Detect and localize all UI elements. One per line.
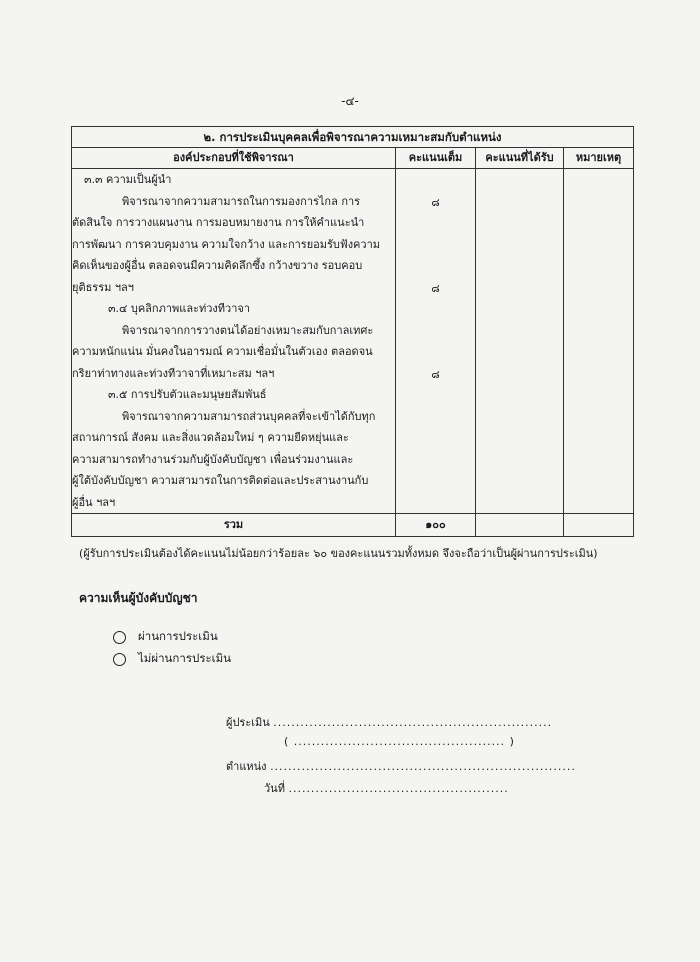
header-full-score: คะแนนเต็ม bbox=[396, 148, 476, 169]
item-title: การปรับตัวและมนุษยสัมพันธ์ bbox=[130, 388, 267, 401]
item-desc-line: พิจารณาจากความสามารถส่วนบุคคลที่จะเข้าได้กับทุก bbox=[122, 409, 376, 423]
item-title: บุคลิกภาพและท่วงทีวาจา bbox=[130, 302, 251, 315]
full-score-value: ๘ bbox=[431, 282, 440, 295]
position-label: ตำแหน่ง bbox=[226, 760, 267, 773]
item-desc-line: ยุติธรรม ฯลฯ bbox=[72, 280, 134, 294]
radio-circle-icon[interactable] bbox=[113, 653, 126, 666]
position-dots: .................................................................... bbox=[270, 760, 576, 773]
assessor-label: ผู้ประเมิน bbox=[226, 716, 270, 729]
total-label: รวม bbox=[72, 514, 396, 537]
item-desc-line: ผู้ใต้บังคับบัญชา ความสามารถในการติดต่อและประสานงานกับ bbox=[72, 474, 369, 487]
item-number: ๓.๓ bbox=[84, 173, 103, 186]
item-desc-line: ความสามารถทำงานร่วมกับผู้บังคับบัญชา เพื่อนร่วมงานและ bbox=[72, 452, 354, 466]
remarks-cell[interactable] bbox=[564, 169, 634, 514]
full-score-value: ๘ bbox=[431, 196, 440, 209]
item-desc-line: คิดเห็นของผู้อื่น ตลอดจนมีความคิดลึกซึ้ง กว้างขวาง รอบคอบ bbox=[72, 259, 363, 272]
item-desc-line: พิจารณาจากความสามารถในการมองการไกล การ bbox=[122, 194, 361, 208]
full-score-value: ๘ bbox=[431, 368, 440, 381]
supervisor-opinion-heading: ความเห็นผู้บังคับบัญชา bbox=[79, 591, 198, 605]
item-desc-line: สถานการณ์ สังคม และสิ่งแวดล้อมใหม่ ๆ ความยืดหยุ่นและ bbox=[72, 431, 349, 444]
radio-circle-icon[interactable] bbox=[113, 631, 126, 644]
option-fail-label: ไม่ผ่านการประเมิน bbox=[138, 651, 232, 665]
date-line bbox=[264, 779, 509, 797]
full-score-cell bbox=[396, 169, 476, 514]
total-score: ๑๐๐ bbox=[396, 514, 476, 537]
criteria-item bbox=[72, 169, 395, 191]
position-line bbox=[226, 757, 576, 775]
name-line bbox=[284, 735, 515, 748]
item-desc-line: ตัดสินใจ การวางแผนงาน การมอบหมายงาน การให้คำแนะนำ bbox=[72, 216, 365, 229]
header-received-score: คะแนนที่ได้รับ bbox=[476, 148, 564, 169]
item-number: ๓.๕ bbox=[108, 388, 128, 401]
total-received-cell[interactable] bbox=[476, 514, 564, 537]
option-pass-label: ผ่านการประเมิน bbox=[138, 629, 218, 643]
name-dots: ( ............................................... ) bbox=[284, 735, 515, 748]
criteria-cell bbox=[72, 169, 396, 514]
header-criteria: องค์ประกอบที่ใช้พิจารณา bbox=[72, 148, 396, 169]
item-desc-line: กริยาท่าทางและท่วงทีวาจาที่เหมาะสม ฯลฯ bbox=[72, 366, 275, 380]
assessor-line bbox=[226, 713, 552, 731]
item-desc-line: การพัฒนา การควบคุมงาน ความใจกว้าง และการยอมรับฟังความ bbox=[72, 237, 381, 251]
header-remarks: หมายเหตุ bbox=[564, 148, 634, 169]
item-desc-line: พิจารณาจากการวางตนได้อย่างเหมาะสมกับกาลเทศะ bbox=[122, 323, 374, 337]
option-fail[interactable] bbox=[113, 650, 231, 668]
item-desc-line: ผู้อื่น ฯลฯ bbox=[72, 495, 116, 509]
received-score-cell[interactable] bbox=[476, 169, 564, 514]
page-number: -๔- bbox=[341, 94, 359, 108]
table-section-title: ๒. การประเมินบุคคลเพื่อพิจารณาความเหมาะสมกับตำแหน่ง bbox=[72, 127, 634, 148]
criteria-item bbox=[72, 298, 395, 320]
passing-note: (ผู้รับการประเมินต้องได้คะแนนไม่น้อยกว่าร้อยละ ๖๐ ของคะแนนรวมทั้งหมด จึงจะถือว่าเป็นผู้ผ่านการประเมิน) bbox=[79, 547, 598, 560]
item-number: ๓.๔ bbox=[108, 302, 128, 315]
date-label: วันที่ bbox=[264, 782, 285, 795]
item-desc-line: ความหนักแน่น มั่นคงในอารมณ์ ความเชื่อมั่นในตัวเอง ตลอดจน bbox=[72, 345, 373, 358]
date-dots: ................................................. bbox=[288, 782, 509, 795]
criteria-item bbox=[72, 384, 395, 406]
item-title: ความเป็นผู้นำ bbox=[106, 173, 172, 186]
assessor-dots: .............................................................. bbox=[273, 716, 553, 729]
option-pass[interactable] bbox=[113, 628, 218, 646]
evaluation-table bbox=[71, 126, 634, 537]
total-remarks-cell[interactable] bbox=[564, 514, 634, 537]
